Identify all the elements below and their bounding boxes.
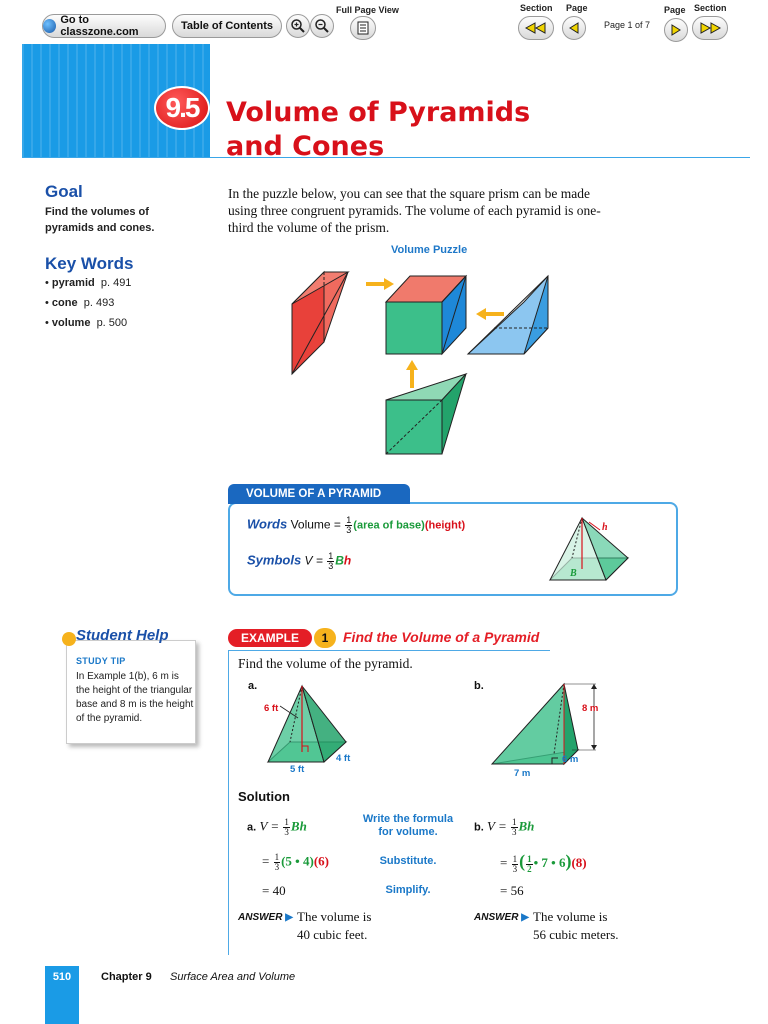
next-page-button[interactable] (664, 18, 688, 42)
answer-a-line-1: The volume is (297, 909, 372, 924)
goal-text (45, 204, 154, 236)
keyword-term: volume (51, 317, 91, 329)
paren-close: ) (565, 851, 572, 871)
lesson-badge: 9.5 (154, 86, 210, 130)
chapter-title: Surface Area and Volume (170, 971, 296, 983)
keyword-page: p. 493 (83, 297, 115, 309)
section-label-left: Section (520, 3, 553, 13)
answer-text-b (533, 908, 619, 944)
study-tip-text: In Example 1(b), 6 m is the height of the triangular base and 8 m is the height of the pyramid. (76, 671, 194, 724)
zoom-in-button[interactable] (286, 14, 310, 38)
fraction-denominator: 3 (284, 827, 289, 837)
pyramid-a-height-label: 6 ft (264, 703, 279, 714)
double-left-arrow-icon (525, 22, 547, 34)
next-section-button[interactable] (692, 16, 728, 40)
answer-arrow-icon: ▶ (521, 912, 529, 923)
answer-b-line-2: 56 cubic meters. (533, 927, 619, 942)
part-a-equation-2: = $\frac{1}{3}$ (5 • 4)(6) (262, 852, 329, 872)
example-prompt: Find the volume of the pyramid. (238, 656, 413, 671)
pyramid-b-base-label: 7 m (514, 768, 531, 779)
example-title: Find the Volume of a Pyramid (343, 629, 540, 645)
example-left-rule (228, 650, 229, 955)
fraction-one-third (345, 516, 352, 535)
fraction-numerator: 1 (512, 853, 518, 864)
chapter-label: Chapter 9 (101, 971, 152, 983)
paren-open: ( (519, 851, 526, 871)
part-a-formula-Bh: Bh (290, 818, 307, 834)
part-b-formula-text: V = (487, 818, 507, 834)
part-b-label: b. (474, 680, 484, 692)
section-label-right: Section (694, 3, 727, 13)
step-note-substitute: Substitute. (379, 855, 437, 867)
page-label-right: Page (664, 5, 686, 15)
fraction-numerator: 1 (527, 853, 532, 864)
part-a-equation-label: a. (247, 821, 257, 834)
step-note-formula: Write the formula for volume. (362, 813, 454, 838)
fraction-one-third (512, 855, 519, 874)
symbol-B: B (335, 553, 344, 568)
words-formula (247, 516, 465, 535)
answer-word: ANSWER (474, 912, 519, 923)
globe-icon (43, 19, 56, 33)
page-view-icon (357, 21, 369, 35)
toolbar (0, 0, 768, 44)
fraction-numerator: 1 (274, 852, 280, 862)
title-line-1: Volume of Pyramids (226, 97, 531, 128)
goal-heading: Goal (45, 182, 83, 201)
title-line-2: and Cones (226, 131, 385, 162)
fraction-numerator: 1 (284, 817, 289, 827)
words-label: Words (247, 516, 288, 532)
page-title (226, 96, 530, 164)
part-b-equation-label: b. (474, 821, 484, 834)
volume-puzzle-figure (286, 262, 556, 458)
symbols-label: Symbols (247, 552, 302, 568)
keyword-item: • pyramid p. 491 (45, 277, 132, 289)
fraction-denominator: 3 (346, 525, 352, 535)
keyword-page: p. 491 (100, 277, 132, 289)
fraction-denominator: 2 (527, 863, 532, 874)
part-b-equation-3: = 56 (500, 883, 524, 898)
zoom-out-icon (314, 18, 330, 34)
pyramid-a-depth-label: 4 ft (336, 753, 351, 764)
answer-word: ANSWER (238, 912, 283, 923)
toc-label: Table of Contents (180, 20, 274, 32)
keyword-page: p. 500 (96, 317, 128, 329)
fraction-denominator: 3 (274, 862, 280, 872)
left-arrow-icon (568, 22, 580, 34)
page-number: 510 (52, 971, 72, 983)
student-help-title: Student Help (76, 627, 169, 644)
pyramid-b-depth-label: 6 m (562, 754, 579, 765)
answer-arrow-icon: ▶ (285, 912, 293, 923)
part-a-base-product: (5 • 4) (281, 853, 314, 869)
pyramid-b-height-label: 8 m (582, 703, 599, 714)
part-a-equation-3: = 40 (262, 883, 286, 898)
full-page-view-label: Full Page View (336, 5, 399, 15)
fraction-numerator: 1 (328, 551, 334, 561)
height-term: (height) (424, 519, 466, 532)
symbol-h: h (343, 553, 352, 568)
key-words-heading: Key Words (45, 254, 134, 273)
fraction-denominator: 3 (512, 827, 517, 837)
fraction-one-third (327, 552, 334, 571)
symbols-text: V = (304, 553, 323, 568)
classzone-button[interactable] (42, 14, 166, 38)
intro-line: third the volume of the prism. (228, 220, 390, 235)
page-indicator: Page 1 of 7 (604, 20, 651, 30)
pyramid-concept-figure (544, 514, 634, 586)
part-b-equation-1 (474, 818, 534, 837)
table-of-contents-button[interactable] (172, 14, 282, 38)
double-right-arrow-icon (699, 22, 721, 34)
step-note-simplify: Simplify. (385, 884, 431, 896)
fraction-one-third (274, 853, 281, 872)
fraction-denominator: 3 (328, 561, 334, 571)
part-b-formula-Bh: Bh (518, 818, 535, 834)
part-a-height-value: (6) (313, 853, 329, 869)
part-b-equation-2: = $\frac{1}{3}$ ( $\frac{1}{2}$ • 7 • 6)(8) (500, 851, 587, 874)
part-b-height-value: (8) (571, 855, 587, 870)
solution-heading: Solution (238, 789, 290, 804)
fraction-one-half (526, 855, 533, 874)
right-arrow-icon (670, 24, 682, 36)
keyword-term: pyramid (51, 277, 95, 289)
part-a-formula-text: V = (259, 818, 280, 834)
part-a-equation-1 (247, 818, 307, 837)
study-tip-label: STUDY TIP (76, 656, 126, 666)
classzone-label: Go to classzone.com (60, 14, 139, 38)
keyword-item: • cone p. 493 (45, 297, 115, 309)
page-label-left: Page (566, 3, 588, 13)
intro-paragraph (228, 185, 648, 236)
full-page-view-button[interactable] (350, 16, 376, 40)
keyword-term: cone (51, 297, 78, 309)
pyramid-b-figure (488, 680, 606, 776)
words-text: Volume = (290, 517, 341, 532)
intro-line: using three congruent pyramids. The volume of each pyramid is one- (228, 203, 601, 218)
zoom-in-icon (290, 18, 306, 34)
area-of-base-term: (area of base) (353, 519, 425, 532)
fraction-one-third (511, 818, 518, 837)
zoom-out-button[interactable] (310, 14, 334, 38)
fraction-one-third (283, 818, 290, 837)
answer-b-line-1: The volume is (533, 909, 608, 924)
example-number: 1 (314, 628, 336, 648)
part-b-base-product: • 7 • 6 (533, 855, 566, 870)
student-help-accent (62, 632, 76, 646)
keyword-item: • volume p. 500 (45, 317, 128, 329)
puzzle-title: Volume Puzzle (391, 244, 468, 256)
previous-page-button[interactable] (562, 16, 586, 40)
goal-line-1: Find the volumes of (45, 206, 149, 218)
key-concept-tab: VOLUME OF A PYRAMID (228, 484, 410, 504)
answer-a-line-2: 40 cubic feet. (297, 927, 368, 942)
symbols-formula (247, 552, 351, 571)
intro-line: In the puzzle below, you can see that the square prism can be made (228, 186, 590, 201)
goal-line-2: pyramids and cones. (45, 222, 155, 234)
fraction-numerator: 1 (512, 817, 517, 827)
pyramid-a-width-label: 5 ft (290, 764, 305, 775)
fraction-numerator: 1 (346, 515, 352, 525)
answer-label-a (238, 912, 293, 923)
fig-B-label: B (570, 568, 577, 579)
answer-label-b (474, 912, 529, 923)
fig-h-label: h (602, 522, 608, 533)
example-tag: EXAMPLE (228, 629, 312, 647)
part-a-label: a. (248, 680, 258, 692)
previous-section-button[interactable] (518, 16, 554, 40)
fraction-denominator: 3 (512, 863, 518, 874)
example-rule (228, 650, 550, 651)
answer-text-a (297, 908, 371, 944)
